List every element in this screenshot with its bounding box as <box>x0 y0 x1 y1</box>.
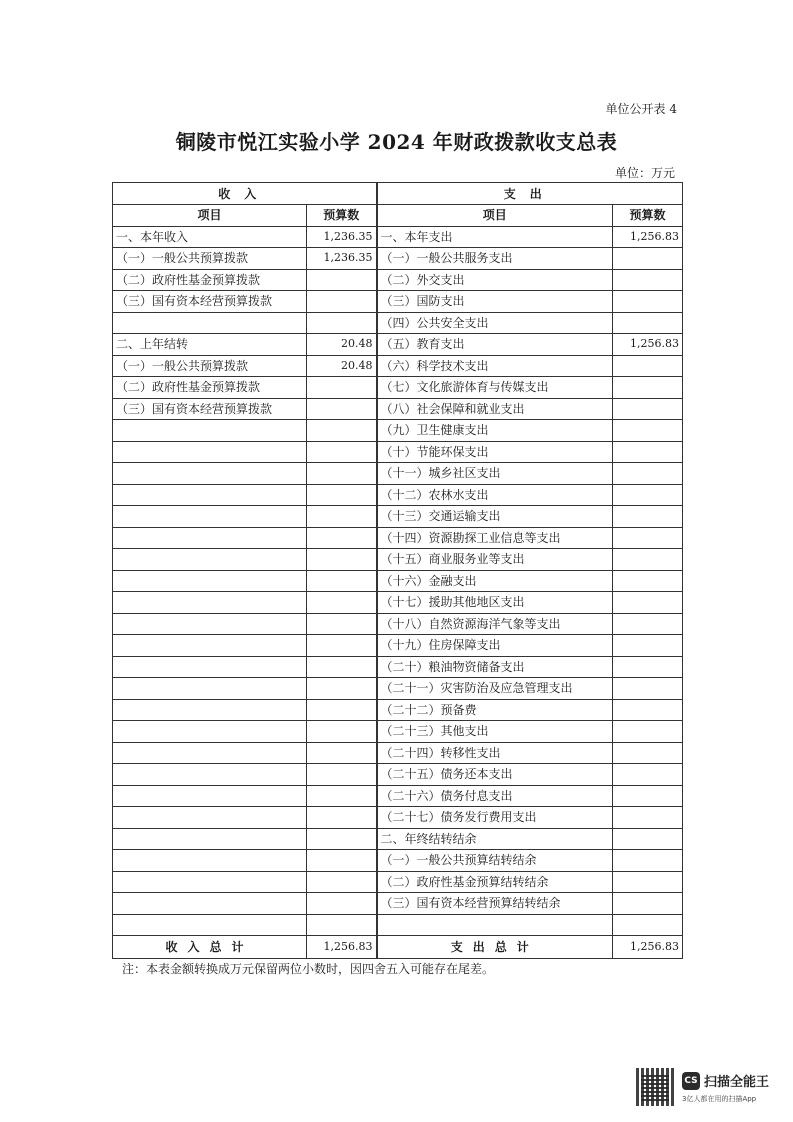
expense-budget-cell <box>613 355 683 377</box>
table-row <box>113 506 683 528</box>
expense-budget-cell <box>613 549 683 571</box>
income-budget-cell <box>307 312 377 334</box>
footnote: 注：本表金额转换成万元保留两位小数时，因四舍五入可能存在尾差。 <box>122 962 495 976</box>
table-row <box>113 549 683 571</box>
expense-total-label: 支出总计 <box>377 936 613 959</box>
table-column-header <box>113 205 683 227</box>
expense-total-value: 1,256.83 <box>613 936 683 959</box>
expense-budget-cell <box>613 742 683 764</box>
table-row <box>113 420 683 442</box>
income-section-header: 收入 <box>113 183 377 205</box>
income-item-cell <box>113 678 307 700</box>
expense-item-cell: （十一）城乡社区支出 <box>377 463 613 485</box>
table-row <box>113 570 683 592</box>
expense-item-cell: （二十三）其他支出 <box>377 721 613 743</box>
income-item-cell <box>113 592 307 614</box>
income-budget-cell <box>307 463 377 485</box>
table-row <box>113 699 683 721</box>
expense-budget-cell <box>613 312 683 334</box>
income-item-cell: （二）政府性基金预算拨款 <box>113 377 307 399</box>
expense-budget-cell <box>613 914 683 936</box>
table-row <box>113 463 683 485</box>
income-budget-cell <box>307 269 377 291</box>
income-item-cell <box>113 635 307 657</box>
table-row <box>113 850 683 872</box>
table-row <box>113 592 683 614</box>
expense-budget-cell <box>613 269 683 291</box>
expense-budget-cell: 1,256.83 <box>613 226 683 248</box>
expense-item-cell: （二）外交支出 <box>377 269 613 291</box>
expense-budget-cell <box>613 506 683 528</box>
income-budget-cell <box>307 764 377 786</box>
expense-budget-cell <box>613 785 683 807</box>
income-budget-cell <box>307 850 377 872</box>
table-row <box>113 893 683 915</box>
table-row <box>113 377 683 399</box>
expense-item-cell: （二十四）转移性支出 <box>377 742 613 764</box>
income-budget-cell: 1,236.35 <box>307 248 377 270</box>
expense-budget-cell <box>613 527 683 549</box>
qr-code-icon <box>636 1068 674 1106</box>
income-budget-cell <box>307 742 377 764</box>
table-row <box>113 828 683 850</box>
income-budget-cell <box>307 291 377 313</box>
income-item-cell: （二）政府性基金预算拨款 <box>113 269 307 291</box>
expense-budget-cell <box>613 764 683 786</box>
expense-budget-cell <box>613 377 683 399</box>
income-budget-cell <box>307 893 377 915</box>
income-item-cell <box>113 570 307 592</box>
total-row <box>113 936 683 959</box>
income-item-cell <box>113 484 307 506</box>
expense-budget-column-header: 预算数 <box>613 205 683 227</box>
table-row <box>113 678 683 700</box>
income-item-cell <box>113 441 307 463</box>
income-budget-cell <box>307 420 377 442</box>
income-budget-cell <box>307 699 377 721</box>
camscanner-logo-icon: CS <box>682 1072 700 1090</box>
expense-budget-cell <box>613 699 683 721</box>
expense-item-column-header: 项目 <box>377 205 613 227</box>
expense-item-cell: （十七）援助其他地区支出 <box>377 592 613 614</box>
income-item-column-header: 项目 <box>113 205 307 227</box>
table-row <box>113 226 683 248</box>
expense-item-cell: （七）文化旅游体育与传媒支出 <box>377 377 613 399</box>
table-section-header <box>113 183 683 205</box>
table-row <box>113 721 683 743</box>
income-item-cell <box>113 807 307 829</box>
income-item-cell <box>113 549 307 571</box>
income-budget-cell <box>307 570 377 592</box>
income-item-cell: （一）一般公共预算拨款 <box>113 248 307 270</box>
expense-budget-cell <box>613 463 683 485</box>
expense-item-cell: （十三）交通运输支出 <box>377 506 613 528</box>
income-item-cell <box>113 699 307 721</box>
table-row <box>113 269 683 291</box>
expense-item-cell: （九）卫生健康支出 <box>377 420 613 442</box>
expense-budget-cell <box>613 721 683 743</box>
expense-item-cell: （十四）资源勘探工业信息等支出 <box>377 527 613 549</box>
income-budget-cell <box>307 828 377 850</box>
expense-item-cell: （十二）农林水支出 <box>377 484 613 506</box>
income-item-cell: （三）国有资本经营预算拨款 <box>113 398 307 420</box>
expense-budget-cell <box>613 441 683 463</box>
income-item-cell: （三）国有资本经营预算拨款 <box>113 291 307 313</box>
expense-item-cell: （四）公共安全支出 <box>377 312 613 334</box>
income-budget-cell <box>307 592 377 614</box>
income-budget-cell <box>307 635 377 657</box>
income-budget-cell <box>307 914 377 936</box>
expense-budget-cell <box>613 291 683 313</box>
table-row <box>113 871 683 893</box>
income-item-cell: 二、上年结转 <box>113 334 307 356</box>
income-item-cell <box>113 764 307 786</box>
expense-budget-cell <box>613 420 683 442</box>
expense-item-cell: （十六）金融支出 <box>377 570 613 592</box>
income-item-cell <box>113 871 307 893</box>
table-row <box>113 398 683 420</box>
income-item-cell <box>113 463 307 485</box>
table-row <box>113 248 683 270</box>
table-row <box>113 312 683 334</box>
scanner-watermark <box>636 1066 781 1110</box>
expense-item-cell: （二十六）债务付息支出 <box>377 785 613 807</box>
expense-item-cell: （二十一）灾害防治及应急管理支出 <box>377 678 613 700</box>
expense-budget-cell <box>613 893 683 915</box>
table-row <box>113 613 683 635</box>
expense-section-header: 支出 <box>377 183 683 205</box>
expense-item-cell: （十九）住房保障支出 <box>377 635 613 657</box>
income-budget-cell <box>307 678 377 700</box>
expense-item-cell: （十五）商业服务业等支出 <box>377 549 613 571</box>
table-row <box>113 914 683 936</box>
table-row <box>113 441 683 463</box>
income-item-cell <box>113 850 307 872</box>
expense-budget-cell <box>613 656 683 678</box>
income-budget-cell: 20.48 <box>307 355 377 377</box>
expense-item-cell: （十八）自然资源海洋气象等支出 <box>377 613 613 635</box>
expense-item-cell: （二十二）预备费 <box>377 699 613 721</box>
income-budget-cell <box>307 656 377 678</box>
expense-item-cell <box>377 914 613 936</box>
income-item-cell <box>113 312 307 334</box>
table-row <box>113 484 683 506</box>
expense-item-cell: （八）社会保障和就业支出 <box>377 398 613 420</box>
expense-budget-cell <box>613 398 683 420</box>
expense-budget-cell <box>613 807 683 829</box>
expense-item-cell: 一、本年支出 <box>377 226 613 248</box>
expense-budget-cell <box>613 850 683 872</box>
income-budget-cell <box>307 613 377 635</box>
table-row <box>113 742 683 764</box>
expense-item-cell: （二）政府性基金预算结转结余 <box>377 871 613 893</box>
table-row <box>113 355 683 377</box>
table-row <box>113 764 683 786</box>
expense-item-cell: （五）教育支出 <box>377 334 613 356</box>
expense-budget-cell <box>613 678 683 700</box>
income-total-label: 收入总计 <box>113 936 307 959</box>
expense-budget-cell <box>613 248 683 270</box>
page-title: 铜陵市悦江实验小学 2024 年财政拨款收支总表 <box>175 130 618 154</box>
expense-item-cell: （六）科学技术支出 <box>377 355 613 377</box>
table-row <box>113 635 683 657</box>
income-item-cell <box>113 506 307 528</box>
income-total-value: 1,256.83 <box>307 936 377 959</box>
income-budget-cell <box>307 441 377 463</box>
expense-budget-cell: 1,256.83 <box>613 334 683 356</box>
expense-item-cell: （三）国防支出 <box>377 291 613 313</box>
form-number: 单位公开表 4 <box>605 102 677 116</box>
expense-item-cell: （三）国有资本经营预算结转结余 <box>377 893 613 915</box>
table-body <box>113 226 683 936</box>
income-budget-cell <box>307 549 377 571</box>
expense-item-cell: （二十七）债务发行费用支出 <box>377 807 613 829</box>
income-budget-cell: 20.48 <box>307 334 377 356</box>
expense-budget-cell <box>613 828 683 850</box>
table-row <box>113 785 683 807</box>
income-item-cell: 一、本年收入 <box>113 226 307 248</box>
table-row <box>113 807 683 829</box>
income-item-cell <box>113 828 307 850</box>
unit-label: 单位：万元 <box>614 166 675 180</box>
expense-item-cell: （二十五）债务还本支出 <box>377 764 613 786</box>
income-item-cell <box>113 914 307 936</box>
table-row <box>113 334 683 356</box>
income-budget-cell <box>307 871 377 893</box>
table-row <box>113 527 683 549</box>
income-budget-cell <box>307 506 377 528</box>
income-budget-cell <box>307 721 377 743</box>
expense-item-cell: 二、年终结转结余 <box>377 828 613 850</box>
expense-item-cell: （二十）粮油物资储备支出 <box>377 656 613 678</box>
income-item-cell <box>113 656 307 678</box>
expense-item-cell: （一）一般公共服务支出 <box>377 248 613 270</box>
expense-budget-cell <box>613 484 683 506</box>
expense-item-cell: （十）节能环保支出 <box>377 441 613 463</box>
income-item-cell <box>113 420 307 442</box>
income-budget-cell: 1,236.35 <box>307 226 377 248</box>
income-budget-cell <box>307 785 377 807</box>
income-budget-column-header: 预算数 <box>307 205 377 227</box>
budget-table <box>112 182 683 959</box>
income-budget-cell <box>307 527 377 549</box>
income-budget-cell <box>307 484 377 506</box>
income-budget-cell <box>307 377 377 399</box>
watermark-app-name: 扫描全能王 <box>704 1075 770 1090</box>
expense-budget-cell <box>613 871 683 893</box>
income-budget-cell <box>307 398 377 420</box>
expense-budget-cell <box>613 635 683 657</box>
watermark-slogan: 3亿人都在用的扫描App <box>682 1095 757 1103</box>
expense-budget-cell <box>613 613 683 635</box>
income-item-cell <box>113 893 307 915</box>
expense-budget-cell <box>613 570 683 592</box>
income-item-cell <box>113 742 307 764</box>
income-item-cell <box>113 721 307 743</box>
table-row <box>113 291 683 313</box>
income-item-cell <box>113 785 307 807</box>
income-item-cell: （一）一般公共预算拨款 <box>113 355 307 377</box>
income-budget-cell <box>307 807 377 829</box>
income-item-cell <box>113 527 307 549</box>
table-row <box>113 656 683 678</box>
income-item-cell <box>113 613 307 635</box>
expense-budget-cell <box>613 592 683 614</box>
expense-item-cell: （一）一般公共预算结转结余 <box>377 850 613 872</box>
